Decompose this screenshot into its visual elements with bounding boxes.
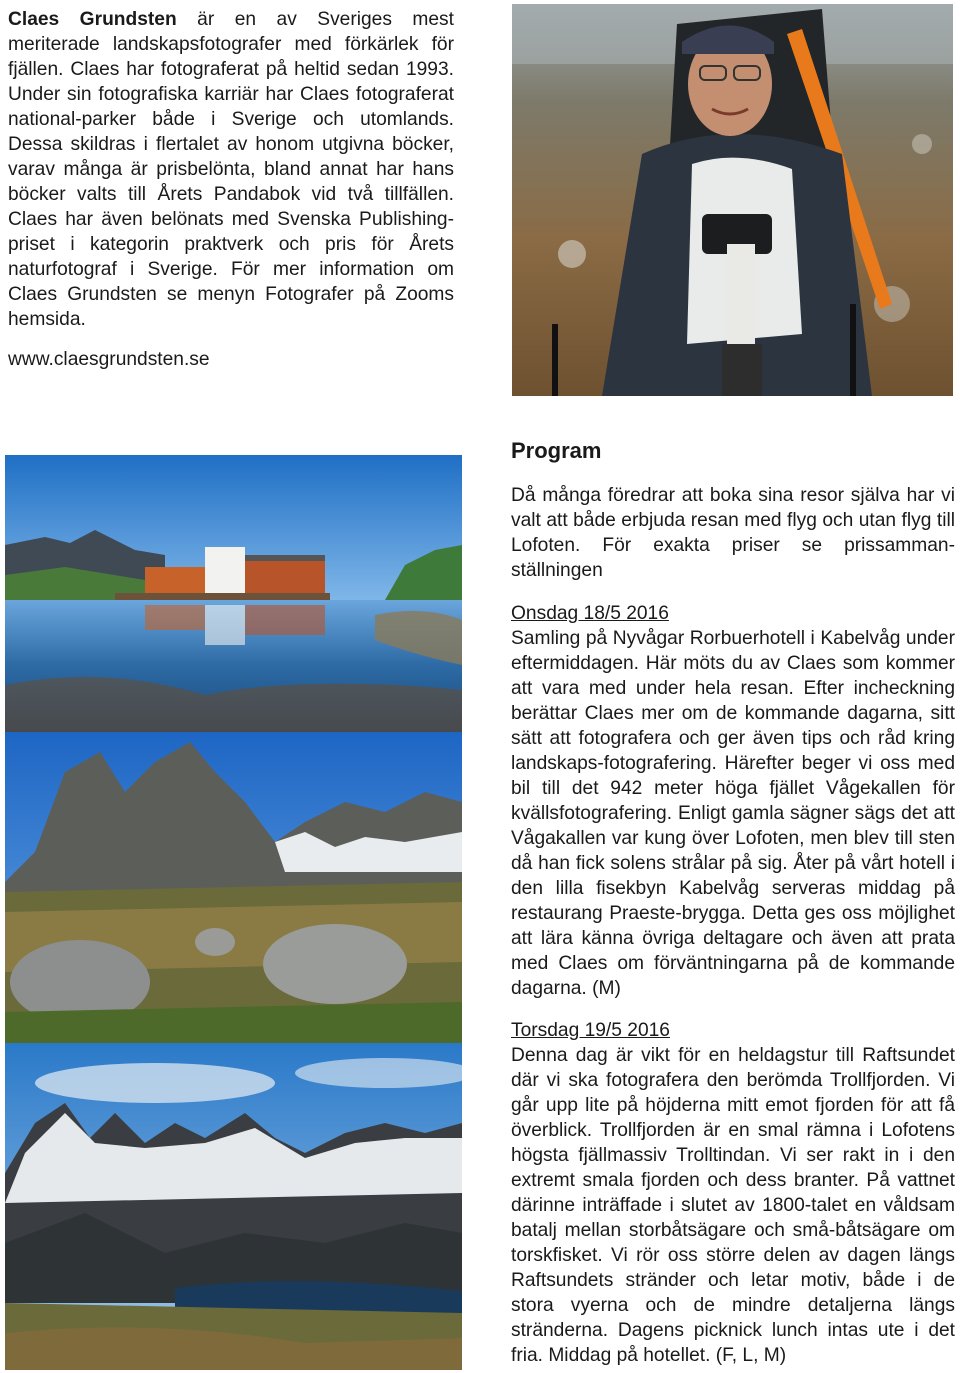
photographer-bio: [8, 7, 454, 332]
hotel-reflection-photo: [5, 455, 462, 732]
bio-text: är en av Sveriges mest meriterade landskapsfotografer med förkärlek för fjällen. Claes har fotograferat på heltid sedan 1993. Under sin fotografiska karriär har Claes fotograferat national-parker både i Sverige och utomlands. Dessa skildras i flertalet av honom utgivna böcker, varav många är prisbelönta, bland annat har hans böcker valts till Årets Pandabok vid två tillfällen. Claes har även belönats med Svenska Publishing-priset i kategorin praktverk och pris för Årets naturfotograf i Sverige. För mer information om Claes Grundsten se menyn Fotografer på Zooms hemsida.: [8, 9, 454, 330]
day-section-1: [511, 601, 955, 1001]
day-date: Torsdag 19/5 2016: [511, 1020, 670, 1041]
trollfjord-photo: [5, 1043, 462, 1370]
day-date: Onsdag 18/5 2016: [511, 603, 669, 624]
day-text: Denna dag är vikt för en heldagstur till Raftsundet där vi ska fotografera den berömda Trollfjorden. Vi går upp lite på höjderna mitt emot fjorden för att få överblick. Trollfjorden är en smal rämna i Lofotens högsta fjällmassiv Trolltindan. Vi ser rakt in i den extremt smala fjorden och dess branter. På vattnet därinne inträffade i slutet av 1800-talet en våldsam batalj mellan storbåtsägare och små-båtsägare om torskfisket. Vi rör oss större delen av dagen längs Raftsundets stränder och letar motiv, både i de stora vyerna och de mindre detaljerna längs stränderna. Dagens picknick lunch intas ute i det fria. Middag på hotellet. (F, L, M): [511, 1045, 955, 1366]
day-text: Samling på Nyvågar Rorbuerhotell i Kabelvåg under eftermiddagen. Här möts du av Claes som kommer att vara med under hela resan. Efter incheckning berättar Claes mer om de kommande dagarna, sitt sätt att fotografera och ger även tips och råd kring landskaps-fotografering. Härefter beger vi oss med bil till det 942 meter höga fjället Vågekallen för kvällsfotografering. Enligt gamla sägner sägs det att Vågakallen var kung över Lofoten, men blev till sten då han fick solens strålar på sig. Åter på vårt hotell i den lilla fisekbyn Kabelvåg serveras middag på restaurang Praeste-brygga. Detta ges oss möjlighet att lära känna övriga deltagare och även att prata med Claes om förväntningarna på de kommande dagarna. (M): [511, 628, 955, 999]
mountain-rocks-photo: [5, 732, 462, 1043]
photographer-name: Claes Grundsten: [8, 9, 177, 30]
portrait-photo: [512, 4, 953, 396]
program-intro: Då många föredrar att boka sina resor själva har vi valt att både erbjuda resan med flyg och utan flyg till Lofoten. För exakta priser se prissamman-ställningen: [511, 485, 955, 581]
day-section-2: [511, 1018, 955, 1368]
program-heading: Program: [511, 438, 602, 463]
website-link[interactable]: www.claesgrundsten.se: [8, 349, 210, 370]
